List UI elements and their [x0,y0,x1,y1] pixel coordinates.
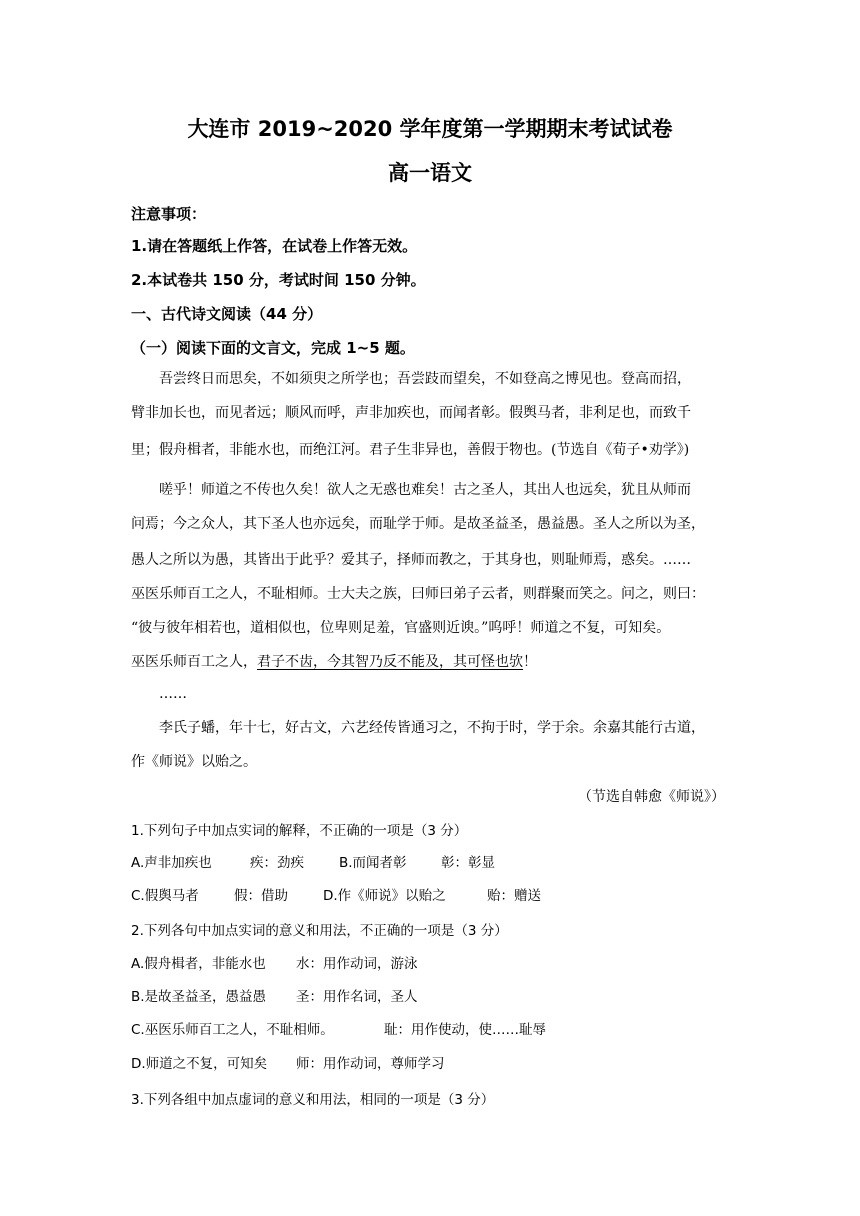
q1-option-c-gloss: 假：借助 [234,888,288,904]
q1-option-d: D.作《师说》以贻之 [323,888,446,904]
question-3-stem: 3.下列各组中加点虚词的意义和用法，相同的一项是（3 分） [131,1092,495,1108]
passage2-line: 问焉；今之众人，其下圣人也亦远矣，而耻学于师。是故圣益圣，愚益愚。圣人之所以为圣， [131,516,705,532]
q2-option-d-gloss: 师：用作动词，尊师学习 [296,1056,445,1072]
q2-option-a-gloss: 水：用作动词，游泳 [296,956,418,972]
question-2-stem: 2.下列各句中加点实词的意义和用法，不正确的一项是（3 分） [131,923,508,939]
q1-option-c: C.假舆马者 [131,888,199,904]
q1-option-d-gloss: 贻：赠送 [487,888,541,904]
q2-option-b-gloss: 圣：用作名词，圣人 [296,989,418,1005]
passage2-line6-end: ！ [523,654,537,670]
passage2-line: 李氏子蟠，年十七，好古文，六艺经传皆通习之，不拘于时，学于余。余嘉其能行古道， [159,720,705,736]
source-citation: （节选自韩愈《师说》） [578,789,725,805]
passage2-line: 作《师说》以贻之。 [131,754,257,770]
section-heading: 一、古代诗文阅读（44 分） [131,305,323,323]
question-1-stem: 1.下列句子中加点实词的解释，不正确的一项是（3 分） [131,823,468,839]
passage2-line: “彼与彼年相若也，道相似也，位卑则足羞，官盛则近谀。”呜呼！师道之不复，可知矣。 [131,620,671,636]
q1-option-b: B.而闻者彰 [339,855,407,871]
passage2-line: 嗟乎！师道之不传也久矣！欲人之无惑也难矣！古之圣人，其出人也远矣，犹且从师而 [159,482,691,498]
notice-item-2: 2.本试卷共 150 分，考试时间 150 分钟。 [131,271,426,289]
q1-option-a-gloss: 疾：劲疾 [250,855,304,871]
notice-heading: 注意事项： [131,205,207,223]
q2-option-a: A.假舟楫者，非能水也 [131,956,266,972]
q1-option-b-gloss: 彰：彰显 [441,855,495,871]
q2-option-c-gloss: 耻：用作使动，使……耻辱 [384,1022,546,1038]
q2-option-b: B.是故圣益圣，愚益愚 [131,989,267,1005]
q2-option-c: C.巫医乐师百工之人，不耻相师。 [131,1022,334,1038]
passage2-line: 巫医乐师百工之人，不耻相师。士大夫之族，曰师曰弟子云者，则群聚而笑之。问之，则曰： [131,586,705,602]
underlined-sentence: 君子不齿，今其智乃反不能及，其可怪也欤 [257,654,523,670]
passage1-line: 里；假舟楫者，非能水也，而绝江河。君子生非异也，善假于物也。(节选自《荀子•劝学》) [131,442,690,458]
exam-subtitle: 高一语文 [388,161,472,185]
q1-option-a: A.声非加疾也 [131,855,212,871]
subsection-heading: （一）阅读下面的文言文，完成 1~5 题。 [131,339,415,357]
passage2-line-with-underline [131,651,731,673]
q2-option-d: D.师道之不复，可知矣 [131,1056,268,1072]
ellipsis: …… [159,686,187,702]
passage1-line: 吾尝终日而思矣，不如须臾之所学也；吾尝跂而望矣，不如登高之博见也。登高而招， [159,371,691,387]
passage2-line: 愚人之所以为愚，其皆出于此乎？爱其子，择师而教之，于其身也，则耻师焉，惑矣。…… [131,552,691,568]
passage1-line: 臂非加长也，而见者远；顺风而呼，声非加疾也，而闻者彰。假舆马者，非利足也，而致千 [131,405,691,421]
exam-title: 大连市 2019~2020 学年度第一学期期末考试试卷 [187,117,673,141]
passage2-line6-start: 巫医乐师百工之人， [131,654,257,670]
notice-item-1: 1.请在答题纸上作答，在试卷上作答无效。 [131,237,418,255]
